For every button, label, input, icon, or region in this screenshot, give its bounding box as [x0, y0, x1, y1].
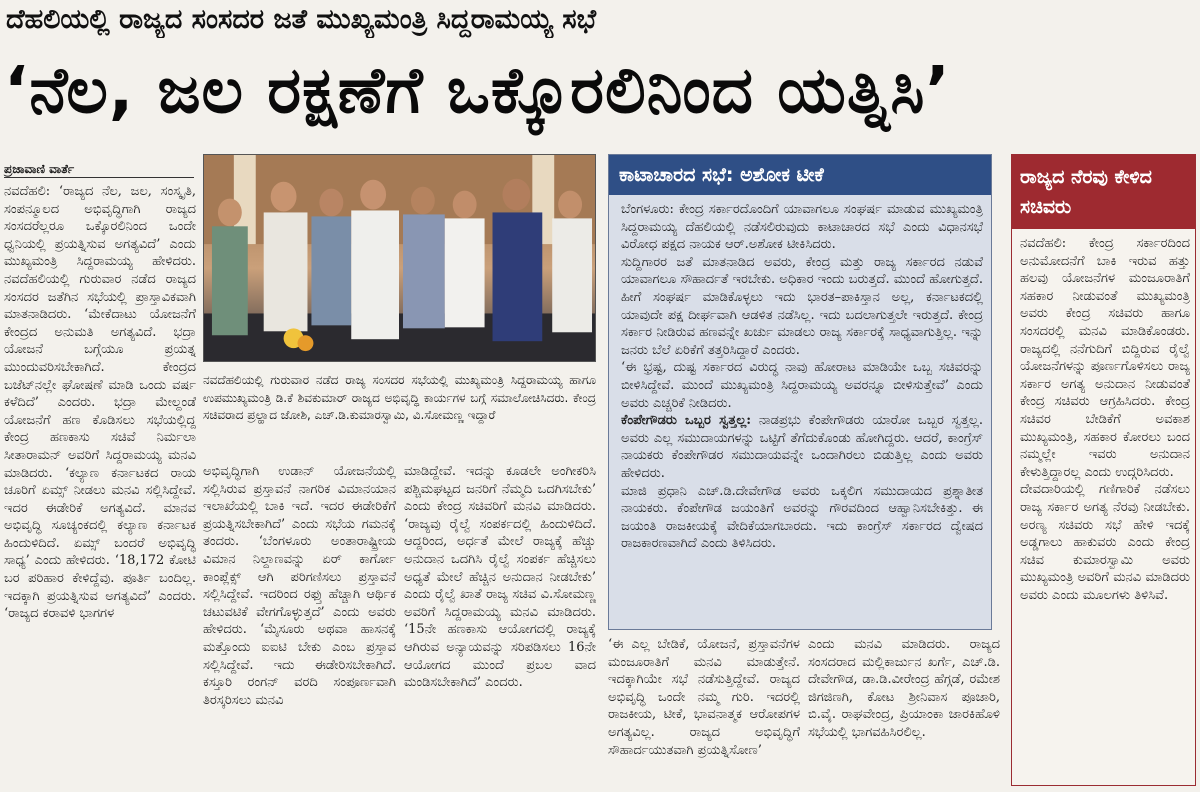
sidebar-paragraph: ಬೆಂಗಳೂರು: ಕೇಂದ್ರ ಸರ್ಕಾರದೊಂದಿಗೆ ಯಾವಾಗಲೂ ಸಂಘರ್ಷ ಮಾಡುವ ಮುಖ್ಯಮಂತ್ರಿ ಸಿದ್ದರಾಮಯ್ಯ ದೆಹಲಿಯಲ್ಲಿ ನಡೆಸಲಿರುವುದು ಕಾಟಾಚಾರದ ಸಭೆ ಎಂದು ವಿಧಾನಸಭೆ ವಿರೋಧ ಪಕ್ಷದ ನಾಯಕ ಆರ್‌.ಅಶೋಕ ಟೀಕಿಸಿದರು.: [621, 202, 983, 253]
sidebar-paragraph: ಸುದ್ದಿಗಾರರ ಜತೆ ಮಾತನಾಡಿದ ಅವರು, ಕೇಂದ್ರ ಮತ್ತು ರಾಜ್ಯ ಸರ್ಕಾರದ ನಡುವೆ ಯಾವಾಗಲೂ ಸೌಹಾರ್ದತೆ ಇರಬೇಕು. ಅಧಿಕಾರ ಇಂದು ಬರುತ್ತದೆ. ಮುಂದೆ ಹೋಗುತ್ತದೆ. ಹೀಗೆ ಸಂಘರ್ಷ ಮಾಡಿಕೊಳ್ಳಲು ಇದು ಭಾರತ–ಪಾಕಿಸ್ತಾನ ಅಲ್ಲ, ಕರ್ನಾಟಕದಲ್ಲಿ ಯಾವುದೇ ಪಕ್ಷ ದೀರ್ಘವಾಗಿ ಆಡಳಿತ ನಡೆಸಿಲ್ಲ. ಇದು ಬದಲಾಗುತ್ತಲೇ ಇರುತ್ತದೆ. ಕೇಂದ್ರ ಸರ್ಕಾರ ನೀಡಿರುವ ಹಣವನ್ನೇ ಖರ್ಚು ಮಾಡಲು ರಾಜ್ಯ ಸರ್ಕಾರಕ್ಕೆ ಸಾಧ್ಯವಾಗುತ್ತಿಲ್ಲ. ಇನ್ನು ಜನರು ಬೆಲೆ ಏರಿಕೆಗೆ ತತ್ತರಿಸಿದ್ದಾರೆ ಎಂದರು.: [621, 254, 983, 358]
sidebar-paragraph: ಮಾಜಿ ಪ್ರಧಾನಿ ಎಚ್.ಡಿ.ದೇವೇಗೌಡ ಅವರು ಒಕ್ಕಲಿಗ ಸಮುದಾಯದ ಪ್ರಶ್ನಾತೀತ ನಾಯಕರು. ಕೆಂಪೇಗೌಡ ಜಯಂತಿಗೆ ಅವರನ್ನು ಗೌರವದಿಂದ ಆಹ್ವಾನಿಸಬೇಕಿತ್ತು. ಈ ಜಯಂತಿ ರಾಜಕೀಯಕ್ಕೆ ವೇದಿಕೆಯಾಗಬಾರದು. ಇದು ಕಾಂಗ್ರೆಸ್ ಸರ್ಕಾರದ ದ್ವೇಷದ ರಾಜಕಾರಣವಾಗಿದೆ ಎಂದು ತಿಳಿಸಿದರು.: [621, 483, 983, 552]
sidebar-title: ಕಾಟಾಚಾರದ ಸಭೆ: ಅಶೋಕ ಟೀಕೆ: [609, 155, 991, 195]
photo-caption: ನವದೆಹಲಿಯಲ್ಲಿ ಗುರುವಾರ ನಡೆದ ರಾಜ್ಯ ಸಂಸದರ ಸಭೆಯಲ್ಲಿ ಮುಖ್ಯಮಂತ್ರಿ ಸಿದ್ದರಾಮಯ್ಯ ಹಾಗೂ ಉಪಮುಖ್ಯಮಂತ್ರಿ ಡಿ.ಕೆ ಶಿವಕುಮಾರ್ ರಾಜ್ಯದ ಅಭಿವೃದ್ಧಿ ಕಾರ್ಯಗಳ ಬಗ್ಗೆ ಸಮಾಲೋಚಿಸಿದರು. ಕೇಂದ್ರ ಸಚಿವರಾದ ಪ್ರಲ್ಹಾದ ಜೋಶಿ, ಎಚ್‌.ಡಿ.ಕುಮಾರಸ್ವಾಮಿ, ವಿ.ಸೋಮಣ್ಣ ಇದ್ದಾರೆ: [203, 373, 596, 422]
sidebar-body: [621, 201, 983, 625]
news-photo: [203, 154, 596, 362]
sidebar-box: [608, 154, 992, 630]
sidebar-subhead: ಕೆಂಪೇಗೌಡರು ಒಬ್ಬರ ಸ್ವತ್ತಲ್ಲ:: [621, 413, 752, 429]
main-story-column-3: ಮಾಡಿದ್ದೇವೆ. ಇದನ್ನು ಕೂಡಲೇ ಅಂಗೀಕರಿಸಿ ಪಶ್ಚಿಮಘಟ್ಟದ ಜನರಿಗೆ ನೆಮ್ಮದಿ ಒದಗಿಸಬೇಕು’ ಎಂದು ಕೇಂದ್ರ ಸಚಿವರಿಗೆ ಮನವಿ ಮಾಡಿದರು. ‘ರಾಜ್ಯವು ರೈಲ್ವೆ ಸಂಪರ್ಕದಲ್ಲಿ ಹಿಂದುಳಿದಿದೆ. ಆದ್ದರಿಂದ, ಅರ್ಧತೆ ಮೇಲೆ ರಾಜ್ಯಕ್ಕೆ ಹೆಚ್ಚು ಅನುದಾನ ಒದಗಿಸಿ ರೈಲ್ವೆ ಸಂಪರ್ಕ ಹೆಚ್ಚಿಸಲು ಅಧ್ಯತೆ ಮೇಲೆ ಹೆಚ್ಚಿನ ಅನುದಾನ ನೀಡಬೇಕು’ ಎಂದು ರೈಲ್ವೆ ಖಾತೆ ರಾಜ್ಯ ಸಚಿವ ವಿ.ಸೋಮಣ್ಣ ಅವರಿಗೆ ಸಿದ್ದರಾಮಯ್ಯ ಮನವಿ ಮಾಡಿದರು. ‘15ನೇ ಹಣಕಾಸು ಆಯೋಗದಲ್ಲಿ ರಾಜ್ಯಕ್ಕೆ ಆಗಿರುವ ಅನ್ಯಾಯವನ್ನು ಸರಿಪಡಿಸಲು 16ನೇ ಆಯೋಗದ ಮುಂದೆ ಪ್ರಬಲ ವಾದ ಮಂಡಿಸಬೇಕಾಗಿದೆ’ ಎಂದರು.: [404, 464, 596, 691]
right-box-title: ರಾಜ್ಯದ ನೆರವು ಕೇಳಿದ ಸಚಿವರು: [1012, 155, 1195, 229]
sidebar-paragraph-text: ನಾಡಪ್ರಭು ಕೆಂಪೇಗೌಡರು ಯಾರೋ ಒಬ್ಬರ ಸ್ವತ್ತಲ್ಲ. ಅವರು ಎಲ್ಲ ಸಮುದಾಯಗಳನ್ನು ಒಟ್ಟಿಗೆ ತೆಗೆದುಕೊಂಡು ಹೋಗಿದ್ದರು. ಆದರೆ, ಕಾಂಗ್ರೆಸ್ ನಾಯಕರು ಕೆಂಪೇಗೌಡರ ಸಮುದಾಯವನ್ನೇ ಒಂದಾಗಿರಲು ಬಿಡುತ್ತಿಲ್ಲ ಎಂದು ಅವರು ಹೇಳಿದರು.: [621, 413, 983, 481]
right-box-paragraph: ನವದೆಹಲಿ: ಕೇಂದ್ರ ಸರ್ಕಾರದಿಂದ ಅನುಮೋದನೆಗೆ ಬಾಕಿ ಇರುವ ಹತ್ತು ಹಲವು ಯೋಜನೆಗಳ ಮಂಜೂರಾತಿಗೆ ಸಹಕಾರ ನೀಡುವಂತೆ ಮುಖ್ಯಮಂತ್ರಿ ಅವರು ಕೇಂದ್ರ ಸಚಿವರು ಹಾಗೂ ಸಂಸದರಲ್ಲಿ ಮನವಿ ಮಾಡಿಕೊಂಡರು. ರಾಜ್ಯದಲ್ಲಿ ನನೆಗುದಿಗೆ ಬಿದ್ದಿರುವ ರೈಲ್ವೆ ಯೋಜನೆಗಳನ್ನು ಪೂರ್ಣಗೊಳಿಸಲು ರಾಜ್ಯ ಸರ್ಕಾರ ಅಗತ್ಯ ಅನುದಾನ ನೀಡುವಂತೆ ಕೇಂದ್ರ ಸಚಿವರು ಆಗ್ರಹಿಸಿದರು. ಕೇಂದ್ರ ಸಚಿವರ ಬೇಡಿಕೆಗೆ ಅವಕಾಶ ಮುಖ್ಯಮಂತ್ರಿ, ಸಹಕಾರ ಕೋರಲು ಬಂದ ನಮ್ಮಲ್ಲೇ ಇವರು ಅನುದಾನ ಕೇಳುತ್ತಿದ್ದಾರಲ್ಲ ಎಂದು ಉದ್ಗರಿಸಿದರು.: [1020, 236, 1190, 480]
headline: ‘ನೆಲ, ಜಲ ರಕ್ಷಣೆಗೆ ಒಕ್ಕೊರಲಿನಿಂದ ಯತ್ನಿಸಿ’: [4, 54, 951, 128]
main-story-column-1: ನವದೆಹಲಿ: ‘ರಾಜ್ಯದ ನೆಲ, ಜಲ, ಸಂಸ್ಕೃತಿ, ಸಂಪನ್ಮೂಲದ ಅಭಿವೃದ್ಧಿಗಾಗಿ ರಾಜ್ಯದ ಸಂಸದರೆಲ್ಲರೂ ಒಕ್ಕೊರಲಿನಿಂದ ಒಂದೇ ಧ್ವನಿಯಲ್ಲಿ ಪ್ರಯತ್ನಿಸುವ ಅಗತ್ಯವಿದೆ’ ಎಂದು ಮುಖ್ಯಮಂತ್ರಿ ಸಿದ್ದರಾಮಯ್ಯ ಹೇಳಿದರು. ನವದೆಹಲಿಯಲ್ಲಿ ಗುರುವಾರ ನಡೆದ ರಾಜ್ಯದ ಸಂಸದರ ಜತೆಗಿನ ಸಭೆಯಲ್ಲಿ ಪ್ರಾಸ್ತಾವಿಕವಾಗಿ ಮಾತನಾಡಿದರು. ‘ಮೇಕೆದಾಟು ಯೋಜನೆಗೆ ಕೇಂದ್ರದ ಅನುಮತಿ ಅಗತ್ಯವಿದೆ. ಭದ್ರಾ ಯೋಜನೆ ಬಗ್ಗೆಯೂ ಪ್ರಯತ್ನ ಮುಂದುವರಿಸಬೇಕಾಗಿದೆ. ಕೇಂದ್ರದ ಬಜೆಟ್‌ನಲ್ಲೇ ಘೋಷಣೆ ಮಾಡಿ ಒಂದು ವರ್ಷ ಕಳೆದಿದೆ’ ಎಂದರು. ಭದ್ರಾ ಮೇಲ್ದಂಡೆ ಯೋಜನೆಗೆ ಹಣ ಕೊಡಿಸಲು ಸಭೆಯಲ್ಲಿದ್ದ ಕೇಂದ್ರ ಹಣಕಾಸು ಸಚಿವೆ ನಿರ್ಮಲಾ ಸೀತಾರಾಮನ್ ಅವರಿಗೆ ಸಿದ್ದರಾಮಯ್ಯ ಮನವಿ ಮಾಡಿದರು. ‘ಕಲ್ಯಾಣ ಕರ್ನಾಟಕದ ರಾಯ ಚೂರಿಗೆ ಏಮ್ಸ್ ನೀಡಲು ಮನವಿ ಸಲ್ಲಿಸಿದ್ದೇವೆ. ಇದರ ಈಡೇರಿಕೆ ಅಗತ್ಯವಿದೆ. ಮಾನವ ಅಭಿವೃದ್ಧಿ ಸೂಚ್ಯಂಕದಲ್ಲಿ ಕಲ್ಯಾಣ ಕರ್ನಾಟಕ ಹಿಂದುಳಿದಿದೆ. ಏಮ್ಸ್ ಬಂದರೆ ಅಭಿವೃದ್ಧಿ ಸಾಧ್ಯ’ ಎಂದು ಹೇಳಿದರು. ‘18,172 ಕೋಟಿ ಬರ ಪರಿಹಾರ ಕೇಳಿದ್ದೆವು. ಪೂರ್ತಿ ಬಂದಿಲ್ಲ. ಇದಕ್ಕಾಗಿ ಪ್ರಯತ್ನಿಸುವ ಅಗತ್ಯವಿದೆ’ ಎಂದರು. ‘ರಾಜ್ಯದ ಕರಾವಳಿ ಭಾಗಗಳ: [4, 184, 196, 622]
main-story-column-5: ಎಂದು ಮನವಿ ಮಾಡಿದರು. ರಾಜ್ಯದ ಸಂಸದರಾದ ಮಲ್ಲಿಕಾರ್ಜುನ ಖರ್ಗೆ, ಎಚ್‌.ಡಿ. ದೇವೇಗೌಡ, ಡಾ.ಡಿ.ವೀರೇಂದ್ರ ಹೆಗ್ಗಡೆ, ರಮೇಶ ಜಿಗಜಿಣಗಿ, ಕೋಟ ಶ್ರೀನಿವಾಸ ಪೂಜಾರಿ, ಬಿ.ವೈ. ರಾಘವೇಂದ್ರ, ಪ್ರಿಯಾಂಕಾ ಜಾರಕಿಹೊಳಿ ಸಭೆಯಲ್ಲಿ ಭಾಗವಹಿಸಿರಲಿಲ್ಲ.: [808, 637, 1000, 740]
kicker: ದೆಹಲಿಯಲ್ಲಿ ರಾಜ್ಯದ ಸಂಸದರ ಜತೆ ಮುಖ್ಯಮಂತ್ರಿ ಸಿದ್ದರಾಮಯ್ಯ ಸಭೆ: [6, 4, 597, 35]
main-story-column-4: ‘ಈ ಎಲ್ಲ ಬೇಡಿಕೆ, ಯೋಜನೆ, ಪ್ರಸ್ತಾವನೆಗಳ ಮಂಜೂರಾತಿಗೆ ಮನವಿ ಮಾಡುತ್ತೇನೆ. ಇದಕ್ಕಾಗಿಯೇ ಸಭೆ ನಡೆಸುತ್ತಿದ್ದೇವೆ. ರಾಜ್ಯದ ಅಭಿವೃದ್ಧಿ ಒಂದೇ ನಮ್ಮ ಗುರಿ. ಇದರಲ್ಲಿ ರಾಜಕೀಯ, ಟೀಕೆ, ಭಾವನಾತ್ಮಕ ಆರೋಪಗಳ ಅಗತ್ಯವಿಲ್ಲ. ರಾಜ್ಯದ ಅಭಿವೃದ್ಧಿಗೆ ಸೌಹಾರ್ದಯುತವಾಗಿ ಪ್ರಯತ್ನಿಸೋಣ’: [608, 637, 800, 758]
main-story-column-2: ಅಭಿವೃದ್ಧಿಗಾಗಿ ಉಡಾನ್ ಯೋಜನೆಯಲ್ಲಿ ಸಲ್ಲಿಸಿರುವ ಪ್ರಸ್ತಾವನೆ ನಾಗರಿಕ ವಿಮಾನಯಾನ ಇಲಾಖೆಯಲ್ಲಿ ಬಾಕಿ ಇದೆ. ಇದರ ಈಡೇರಿಕೆಗೆ ಪ್ರಯತ್ನಿಸಬೇಕಾಗಿದೆ’ ಎಂದು ಸಭೆಯ ಗಮನಕ್ಕೆ ತಂದರು. ‘ಬೆಂಗಳೂರು ಅಂತಾರಾಷ್ಟ್ರೀಯ ವಿಮಾನ ನಿಲ್ದಾಣವನ್ನು ಏರ್ ಕಾರ್ಗೋ ಕಾಂಪ್ಲೆಕ್ಸ್ ಆಗಿ ಪರಿಗಣಿಸಲು ಪ್ರಸ್ತಾವನೆ ಸಲ್ಲಿಸಿದ್ದೇವೆ. ಇದರಿಂದ ರಫ್ತು ಹೆಚ್ಚಾಗಿ ಆರ್ಥಿಕ ಚಟುವಟಿಕೆ ವೇಗಗೊಳ್ಳುತ್ತದೆ’ ಎಂದು ಅವರು ಹೇಳಿದರು. ‘ಮೈಸೂರು ಅಥವಾ ಹಾಸನಕ್ಕೆ ಮತ್ತೊಂದು ಐಐಟಿ ಬೇಕು ಎಂಬ ಪ್ರಸ್ತಾವ ಸಲ್ಲಿಸಿದ್ದೇವೆ. ಇದು ಈಡೇರಿಸಬೇಕಾಗಿದೆ. ಕಸ್ತೂರಿ ರಂಗನ್ ವರದಿ ಸಂಪೂರ್ಣವಾಗಿ ತಿರಸ್ಕರಿಸಲು ಮನವಿ: [203, 464, 396, 708]
sidebar-paragraph: [621, 412, 983, 482]
sidebar-paragraph: ‘ಈ ಭ್ರಷ್ಟ, ದುಷ್ಟ ಸರ್ಕಾರದ ವಿರುದ್ಧ ನಾವು ಹೋರಾಟ ಮಾಡಿಯೇ ಒಬ್ಬ ಸಚಿವರನ್ನು ಬೀಳಿಸಿದ್ದೇವೆ. ಮುಂದೆ ಮುಖ್ಯಮಂತ್ರಿ ಸಿದ್ದರಾಮಯ್ಯ ಅವರನ್ನೂ ಬೀಳಿಸುತ್ತೇವೆ’ ಎಂದು ಅವರು ಎಚ್ಚರಿಕೆ ನೀಡಿದರು.: [621, 360, 983, 411]
byline: ಪ್ರಜಾವಾಣಿ ವಾರ್ತೆ: [4, 160, 194, 178]
right-box-paragraph: ದೇವದಾರಿಯಲ್ಲಿ ಗಣಿಗಾರಿಕೆ ನಡೆಸಲು ರಾಜ್ಯ ಸರ್ಕಾರ ಅಗತ್ಯ ನೆರವು ನೀಡಬೇಕು. ಅರಣ್ಯ ಸಚಿವರು ಸಭೆ ಹೇಳಿ ಇದಕ್ಕೆ ಅಡ್ಡಗಾಲು ಹಾಕುವರು ಎಂದು ಕೇಂದ್ರ ಸಚಿವ ಕುಮಾರಸ್ವಾಮಿ ಅವರು ಮುಖ್ಯಮಂತ್ರಿ ಅವರಿಗೆ ಮನವಿ ಮಾಡಿದರು ಅವರು ಎಂದು ಮೂಲಗಳು ತಿಳಿಸಿವೆ.: [1020, 482, 1190, 603]
meeting-photo-illustration: [204, 155, 595, 361]
right-box: [1011, 154, 1196, 786]
right-box-body: [1020, 235, 1190, 781]
